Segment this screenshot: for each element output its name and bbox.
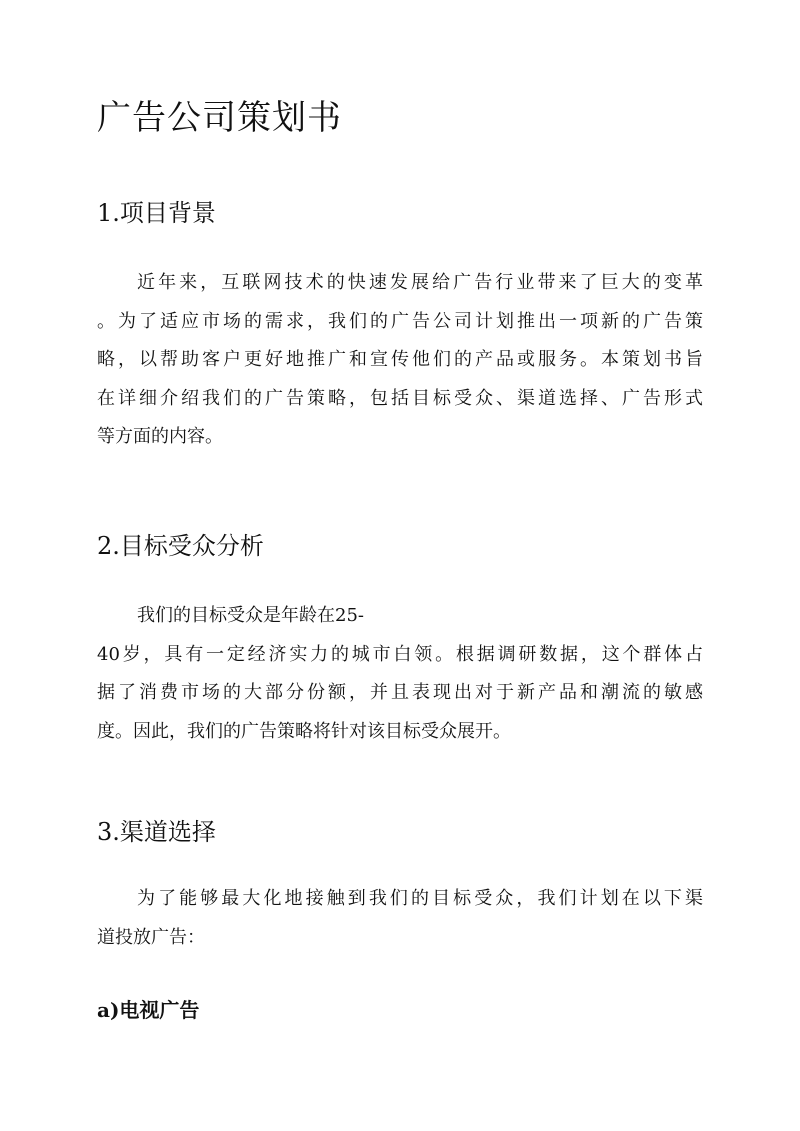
subheading-tv-ads: a)电视广告	[97, 998, 200, 1022]
section-heading-background: 1.项目背景	[97, 199, 216, 227]
section-body-channels	[97, 880, 703, 957]
section-body-background	[97, 264, 703, 457]
section-body-audience	[97, 597, 703, 751]
paragraph-line: 。为了适应市场的需求，我们的广告公司计划推出一项新的广告策	[97, 310, 703, 332]
document-title: 广告公司策划书	[97, 98, 342, 138]
paragraph-line: 我们的目标受众是年龄在25-	[137, 605, 364, 626]
paragraph-line: 等方面的内容。	[97, 426, 223, 447]
paragraph-line: 近年来，互联网技术的快速发展给广告行业带来了巨大的变革	[137, 272, 703, 293]
paragraph-line: 40岁，具有一定经济实力的城市白领。根据调研数据，这个群体占	[97, 643, 703, 665]
paragraph-line: 据了消费市场的大部分份额，并且表现出对于新产品和潮流的敏感	[97, 682, 703, 703]
paragraph-line: 度。因此，我们的广告策略将针对该目标受众展开。	[97, 720, 511, 742]
paragraph-line: 为了能够最大化地接触到我们的目标受众，我们计划在以下渠	[137, 888, 703, 909]
paragraph-line: 略，以帮助客户更好地推广和宣传他们的产品或服务。本策划书旨	[97, 349, 703, 370]
paragraph-line: 在详细介绍我们的广告策略，包括目标受众、渠道选择、广告形式	[97, 387, 703, 409]
paragraph-line: 道投放广告：	[97, 926, 205, 948]
section-heading-audience: 2.目标受众分析	[97, 532, 264, 560]
section-heading-channels: 3.渠道选择	[97, 818, 216, 846]
